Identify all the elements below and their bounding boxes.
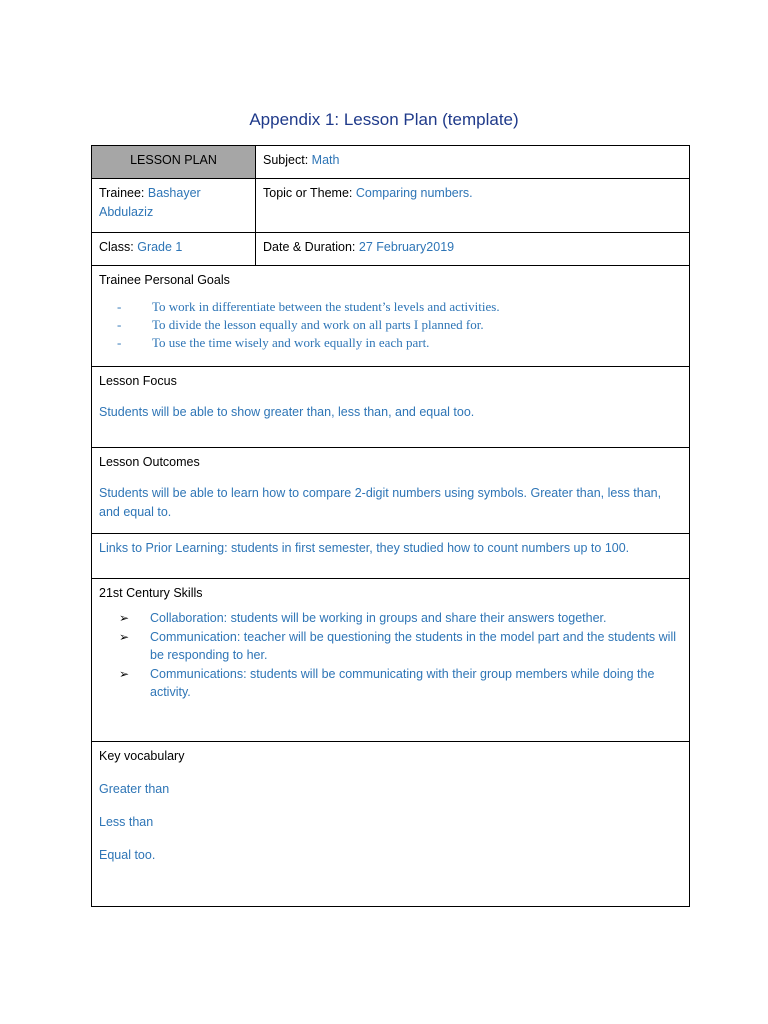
date-value: 27 February2019 bbox=[358, 240, 455, 254]
date-cell bbox=[256, 233, 690, 266]
date-label: Date & Duration: bbox=[263, 240, 356, 254]
focus-heading: Lesson Focus bbox=[99, 374, 177, 388]
trainee-value-line1: Bashayer bbox=[147, 186, 201, 200]
goals-list bbox=[99, 298, 682, 352]
trainee-row bbox=[92, 179, 690, 233]
document-title: Appendix 1: Lesson Plan (template) bbox=[249, 110, 519, 129]
focus-row bbox=[92, 367, 690, 448]
arrow-bullet-icon: ➢ bbox=[119, 629, 130, 644]
class-cell bbox=[92, 233, 256, 266]
outcomes-row bbox=[92, 448, 690, 534]
skills-heading: 21st Century Skills bbox=[99, 586, 203, 600]
list-item: - To divide the lesson equally and work on all parts I planned for. bbox=[117, 317, 484, 332]
list-item: ➢ Collaboration: students will be working in groups and share their answers together. bbox=[119, 609, 682, 628]
skills-list bbox=[99, 609, 682, 702]
subject-label: Subject: bbox=[263, 153, 309, 167]
trainee-value-line2: Abdulaziz bbox=[99, 205, 154, 219]
class-value: Grade 1 bbox=[137, 240, 183, 254]
prior-learning-row bbox=[92, 534, 690, 579]
focus-cell bbox=[92, 367, 690, 448]
subject-value: Math bbox=[311, 153, 340, 167]
skills-row bbox=[92, 579, 690, 742]
trainee-cell bbox=[92, 179, 256, 233]
goals-row bbox=[92, 266, 690, 367]
vocabulary-item: Less than bbox=[99, 815, 154, 829]
list-item: - To work in differentiate between the student’s levels and activities. bbox=[117, 299, 500, 314]
list-item: - To use the time wisely and work equally in each part. bbox=[117, 335, 430, 350]
arrow-bullet-icon: ➢ bbox=[119, 611, 130, 625]
topic-label: Topic or Theme: bbox=[263, 186, 353, 200]
class-label: Class: bbox=[99, 240, 134, 254]
subject-cell bbox=[256, 146, 690, 179]
topic-cell bbox=[256, 179, 690, 233]
topic-value: Comparing numbers. bbox=[355, 186, 473, 200]
vocabulary-item: Greater than bbox=[99, 782, 170, 796]
list-item: ➢ Communications: students will be communicating with their group members while doing the activity. bbox=[119, 666, 655, 699]
outcomes-heading: Lesson Outcomes bbox=[99, 455, 200, 469]
list-item: ➢ Communication: teacher will be questioning the students in the model part and the students will be responding to her. bbox=[119, 629, 676, 662]
goals-heading: Trainee Personal Goals bbox=[99, 273, 230, 287]
focus-text: Students will be able to show greater than, less than, and equal too. bbox=[99, 405, 475, 419]
lesson-plan-table bbox=[91, 145, 690, 907]
outcomes-cell bbox=[92, 448, 690, 534]
vocabulary-item: Equal too. bbox=[99, 848, 156, 862]
vocabulary-heading: Key vocabulary bbox=[99, 749, 185, 763]
prior-learning-cell bbox=[92, 534, 690, 579]
vocabulary-cell bbox=[92, 742, 690, 907]
header-row bbox=[92, 146, 690, 179]
prior-learning-text: Links to Prior Learning: students in first semester, they studied how to count numbers up to 100. bbox=[99, 541, 630, 555]
lesson-plan-label: LESSON PLAN bbox=[130, 153, 217, 167]
goals-cell bbox=[92, 266, 690, 367]
class-row bbox=[92, 233, 690, 266]
arrow-bullet-icon: ➢ bbox=[119, 666, 130, 681]
skills-cell bbox=[92, 579, 690, 742]
lesson-plan-header-cell bbox=[92, 146, 256, 179]
vocabulary-row bbox=[92, 742, 690, 907]
outcomes-text: Students will be able to learn how to compare 2-digit numbers using symbols. Greater than, less than, and equal to. bbox=[99, 486, 662, 519]
trainee-label: Trainee: bbox=[99, 186, 145, 200]
